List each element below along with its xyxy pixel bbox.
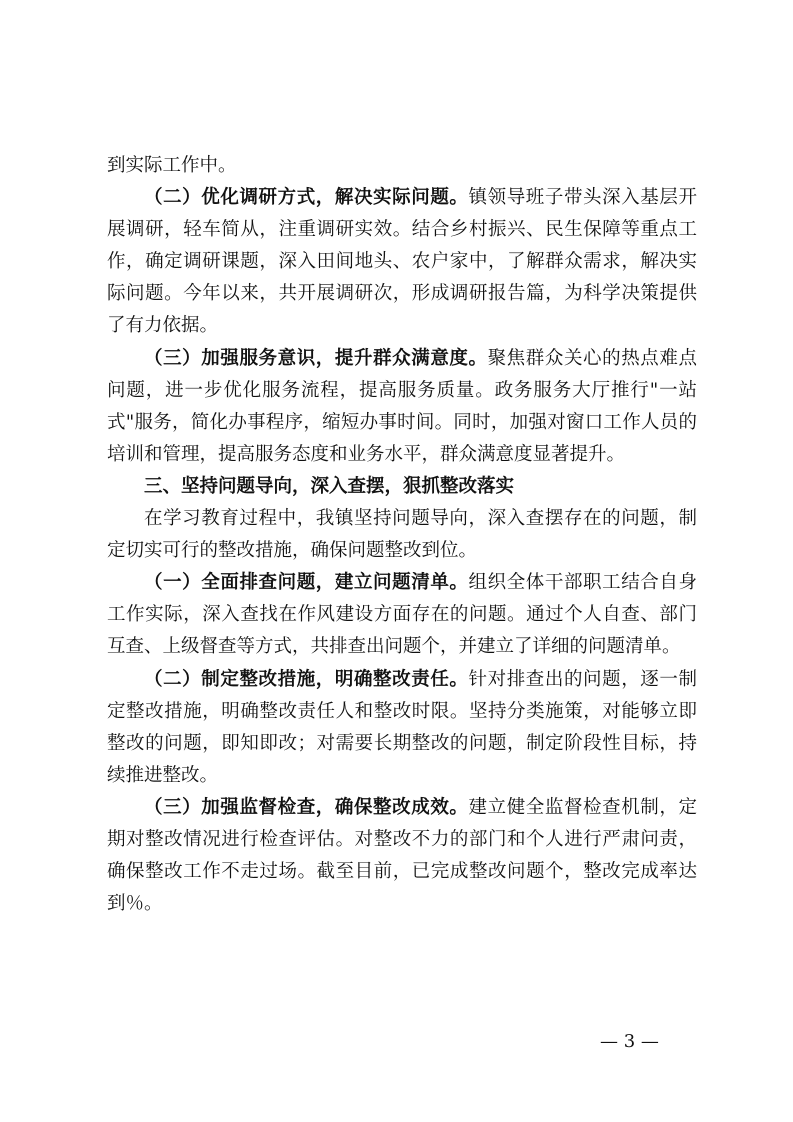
paragraph-lead: （二）优化调研方式，解决实际问题。	[144, 187, 469, 209]
paragraph-text: 聚焦群众关心的热点难点问题，进一步优化服务流程，提高服务质量。政务服务大厅推行"一站式"服务，简化办事程序，缩短办事时间。同时，加强对窗口工作人员的培训和管理，提高服务态度和业务水平，群众满意度显著提升。	[107, 347, 697, 465]
paragraph-text: 镇领导班子带头深入基层开展调研，轻车简从，注重调研实效。结合乡村振兴、民生保障等重点工作，确定调研课题，深入田间地头、农户家中，了解群众需求，解决实际问题。今年以来，共开展调研次，形成调研报告篇，为科学决策提供了有力依据。	[107, 187, 697, 337]
paragraph-text: 针对排查出的问题，逐一制定整改措施，明确整改责任人和整改时限。坚持分类施策，对能够立即整改的问题，即知即改；对需要长期整改的问题，制定阶段性目标，持续推进整改。	[107, 668, 697, 786]
paragraph-section-intro	[107, 503, 697, 567]
paragraph-lead: （三）加强服务意识，提升群众满意度。	[144, 347, 488, 369]
page-number: — 3 —	[600, 1031, 659, 1052]
paragraph-item-supervision	[107, 792, 697, 920]
paragraph-text: 在学习教育过程中，我镇坚持问题导向，深入查摆存在的问题，制定切实可行的整改措施，确保问题整改到位。	[107, 508, 697, 562]
paragraph-item-rectification-measures	[107, 664, 697, 792]
section-heading: 三、坚持问题导向，深入查摆，狠抓整改落实	[144, 475, 515, 497]
paragraph-text: 组织全体干部职工结合自身工作实际，深入查找在作风建设方面存在的问题。通过个人自查、部门互查、上级督查等方式，共排查出问题个，并建立了详细的问题清单。	[107, 572, 697, 658]
paragraph-item-optimize-research	[107, 182, 697, 342]
document-body	[107, 150, 697, 920]
paragraph-item-problem-list	[107, 567, 697, 663]
paragraph-lead: （一）全面排查问题，建立问题清单。	[144, 572, 469, 594]
paragraph-lead: （三）加强监督检查，确保整改成效。	[144, 796, 469, 818]
paragraph-lead: （二）制定整改措施，明确整改责任。	[144, 668, 469, 690]
paragraph-item-service-awareness	[107, 343, 697, 471]
paragraph-text: 建立健全监督检查机制，定期对整改情况进行检查评估。对整改不力的部门和个人进行严肃问责，确保整改工作不走过场。截至目前，已完成整改问题个，整改完成率达到％。	[107, 796, 697, 915]
paragraph-text: 到实际工作中。	[107, 155, 237, 176]
paragraph-continuation	[107, 150, 697, 182]
